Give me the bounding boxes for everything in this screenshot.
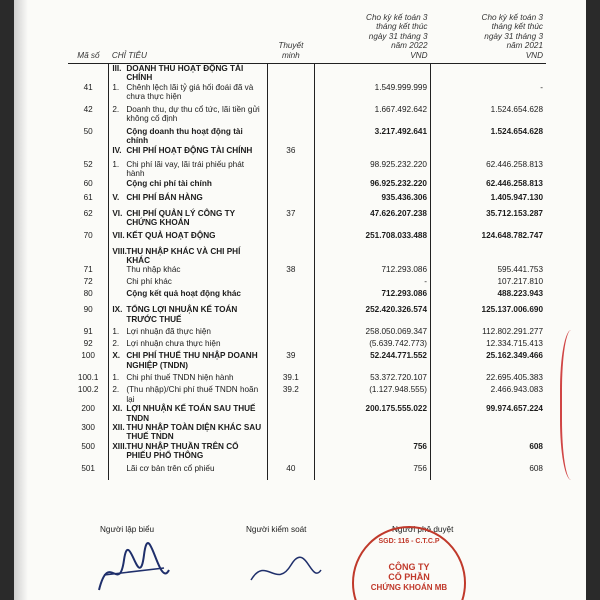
row-value-2022: 712.293.086 bbox=[315, 265, 431, 277]
header-note: Thuyết minh bbox=[267, 12, 314, 64]
row-code: 91 bbox=[83, 327, 93, 337]
row-description bbox=[109, 265, 267, 277]
row-number: 2. bbox=[112, 385, 120, 395]
row-description bbox=[109, 339, 267, 351]
row-note bbox=[267, 305, 314, 327]
row-number: XI. bbox=[112, 404, 123, 414]
edge-stamp-mark bbox=[560, 330, 586, 480]
row-value-2022: 252.420.326.574 bbox=[315, 305, 431, 327]
table-row bbox=[68, 423, 546, 442]
row-value-2021 bbox=[431, 247, 547, 266]
row-label: THU NHẬP KHÁC VÀ CHI PHÍ KHÁC bbox=[126, 246, 241, 265]
row-label: Cộng kết quả hoạt động khác bbox=[126, 289, 241, 299]
row-value-2021: 608 bbox=[431, 464, 547, 480]
row-number bbox=[112, 265, 126, 274]
row-code: 100.2 bbox=[77, 385, 99, 395]
row-number bbox=[112, 464, 126, 473]
table-header-row bbox=[68, 12, 546, 64]
row-code: 60 bbox=[83, 178, 93, 188]
row-value-2021: 25.162.349.466 bbox=[431, 351, 547, 373]
row-number bbox=[112, 127, 126, 146]
table-row bbox=[68, 247, 546, 266]
row-value-2021: 595.441.753 bbox=[431, 265, 547, 277]
row-number: VIII. bbox=[112, 246, 127, 256]
row-label: Lợi nhuận đã thực hiện bbox=[126, 327, 211, 337]
row-value-2022: 935.436.306 bbox=[315, 193, 431, 209]
table-row bbox=[68, 305, 546, 327]
row-code: 52 bbox=[83, 159, 93, 169]
table-row bbox=[68, 373, 546, 385]
row-value-2022: 3.217.492.641 bbox=[315, 127, 431, 146]
row-number: XII. bbox=[112, 423, 125, 433]
table-row bbox=[68, 289, 546, 305]
row-label: Cộng doanh thu hoạt động tài chính bbox=[126, 126, 243, 146]
row-code: 501 bbox=[81, 463, 95, 473]
row-label: Doanh thu, dự thu cổ tức, lãi tiền gửi không cố định bbox=[126, 104, 260, 124]
row-note: 39 bbox=[267, 351, 314, 373]
row-note bbox=[267, 247, 314, 266]
row-label: KẾT QUẢ HOẠT ĐỘNG bbox=[126, 230, 216, 240]
row-code: 90 bbox=[83, 305, 93, 315]
row-number bbox=[112, 179, 126, 188]
row-number: VI. bbox=[112, 208, 123, 218]
row-value-2021: 35.712.153.287 bbox=[431, 209, 547, 231]
row-label: CHI PHÍ THUẾ THU NHẬP DOANH NGHIỆP (TNDN) bbox=[126, 351, 258, 370]
row-description bbox=[109, 179, 267, 193]
row-code: 50 bbox=[83, 126, 93, 136]
table-row bbox=[68, 464, 546, 480]
row-label: Chi phí thuế TNDN hiện hành bbox=[126, 373, 234, 383]
table-row bbox=[68, 351, 546, 373]
row-code: 100 bbox=[81, 351, 95, 361]
row-label: THU NHẬP THUẦN TRÊN CỔ PHIẾU PHỔ THÔNG bbox=[126, 441, 239, 461]
row-note bbox=[267, 160, 314, 179]
row-code: 80 bbox=[83, 289, 93, 299]
table-row bbox=[68, 160, 546, 179]
row-number: 1. bbox=[112, 159, 120, 169]
row-note: 40 bbox=[267, 464, 314, 480]
row-label: THU NHẬP TOÀN DIỆN KHÁC SAU THUẾ TNDN bbox=[126, 423, 262, 442]
row-code: 100.1 bbox=[77, 373, 99, 383]
row-value-2022: 52.244.771.552 bbox=[315, 351, 431, 373]
row-value-2021: 488.223.943 bbox=[431, 289, 547, 305]
table-row bbox=[68, 193, 546, 209]
row-description bbox=[109, 404, 267, 423]
table-row bbox=[68, 146, 546, 160]
table-row bbox=[68, 277, 546, 289]
row-code bbox=[68, 247, 109, 266]
row-value-2022 bbox=[315, 247, 431, 266]
header-period-2021: Cho kỳ kế toán 3 tháng kết thúc ngày 31 tháng 3 năm 2021 VND bbox=[431, 12, 547, 64]
row-number: 1. bbox=[112, 373, 120, 383]
row-value-2021: 99.974.657.224 bbox=[431, 404, 547, 423]
table-row bbox=[68, 385, 546, 404]
row-value-2022: 98.925.232.220 bbox=[315, 160, 431, 179]
row-value-2021: 125.137.006.690 bbox=[431, 305, 547, 327]
table-row bbox=[68, 179, 546, 193]
preparer-signature bbox=[94, 540, 174, 600]
row-number: V. bbox=[112, 192, 120, 202]
row-number: VII. bbox=[112, 230, 125, 240]
row-note bbox=[267, 339, 314, 351]
row-value-2021: 107.217.810 bbox=[431, 277, 547, 289]
row-label: Thu nhập khác bbox=[126, 265, 181, 275]
row-label: Lãi cơ bản trên cổ phiếu bbox=[126, 463, 215, 473]
row-number: XIII. bbox=[112, 441, 127, 451]
row-value-2021: 62.446.258.813 bbox=[431, 160, 547, 179]
row-label: CHI PHÍ HOẠT ĐỘNG TÀI CHÍNH bbox=[126, 145, 253, 155]
row-description bbox=[109, 442, 267, 464]
reviewer-signature bbox=[246, 545, 326, 595]
row-label: Chênh lệch lãi tỷ giá hối đoái đã và chưa thực hiện bbox=[126, 82, 254, 102]
row-value-2022 bbox=[315, 146, 431, 160]
row-value-2022: 1.549.999.999 bbox=[315, 83, 431, 105]
row-note bbox=[267, 83, 314, 105]
row-number: X. bbox=[112, 351, 121, 361]
row-note bbox=[267, 127, 314, 146]
row-label: Lợi nhuận chưa thực hiện bbox=[126, 339, 221, 349]
row-description bbox=[109, 146, 267, 160]
row-description bbox=[109, 83, 267, 105]
row-label: (Thu nhập)/Chi phí thuế TNDN hoãn lại bbox=[126, 385, 259, 404]
row-value-2021: 124.648.782.747 bbox=[431, 231, 547, 247]
table-row bbox=[68, 327, 546, 339]
row-description bbox=[109, 105, 267, 127]
stamp-ring-text: SGD: 116 - C.T.C.P bbox=[378, 538, 440, 545]
table-row bbox=[68, 127, 546, 146]
row-code: 300 bbox=[81, 423, 95, 433]
row-value-2021: 2.466.943.083 bbox=[431, 385, 547, 404]
row-value-2022: (1.127.948.555) bbox=[315, 385, 431, 404]
row-code bbox=[68, 64, 109, 83]
row-description bbox=[109, 277, 267, 289]
row-description bbox=[109, 423, 267, 442]
row-value-2021 bbox=[431, 146, 547, 160]
row-code: 200 bbox=[81, 404, 95, 414]
table-row bbox=[68, 64, 546, 83]
row-code: 71 bbox=[83, 265, 93, 275]
approver-signature-label: Người phê duyệt bbox=[392, 525, 454, 534]
row-value-2022: 251.708.033.488 bbox=[315, 231, 431, 247]
header-description: CHỈ TIÊU bbox=[109, 12, 267, 64]
row-value-2021: 112.802.291.277 bbox=[431, 327, 547, 339]
row-note: 37 bbox=[267, 209, 314, 231]
row-code: 61 bbox=[83, 192, 93, 202]
row-value-2022 bbox=[315, 64, 431, 83]
table-row bbox=[68, 404, 546, 423]
row-note bbox=[267, 231, 314, 247]
row-description bbox=[109, 327, 267, 339]
row-note bbox=[267, 64, 314, 83]
row-label: CHI PHÍ BÁN HÀNG bbox=[126, 192, 203, 202]
row-description bbox=[109, 209, 267, 231]
row-description bbox=[109, 385, 267, 404]
row-value-2022: 756 bbox=[315, 442, 431, 464]
row-value-2021: 1.524.654.628 bbox=[431, 105, 547, 127]
row-description bbox=[109, 127, 267, 146]
header-period-2022: Cho kỳ kế toán 3 tháng kết thúc ngày 31 tháng 3 năm 2022 VND bbox=[315, 12, 431, 64]
row-label: Cộng chi phí tài chính bbox=[126, 178, 212, 188]
row-value-2021: 22.695.405.383 bbox=[431, 373, 547, 385]
table-row bbox=[68, 265, 546, 277]
row-number: 2. bbox=[112, 339, 120, 349]
row-value-2021: 1.405.947.130 bbox=[431, 193, 547, 209]
row-note bbox=[267, 404, 314, 423]
row-number: IV. bbox=[112, 145, 122, 155]
row-label: CHI PHÍ QUẢN LÝ CÔNG TY CHỨNG KHOÁN bbox=[126, 208, 235, 227]
row-value-2022 bbox=[315, 423, 431, 442]
row-code: 41 bbox=[83, 82, 93, 92]
row-number: 2. bbox=[112, 104, 120, 114]
row-description bbox=[109, 351, 267, 373]
row-note bbox=[267, 423, 314, 442]
table-row bbox=[68, 339, 546, 351]
row-value-2022: 712.293.086 bbox=[315, 289, 431, 305]
row-description bbox=[109, 160, 267, 179]
row-number bbox=[112, 289, 126, 298]
row-code: 42 bbox=[83, 104, 93, 114]
row-value-2022: 258.050.069.347 bbox=[315, 327, 431, 339]
row-code: 62 bbox=[83, 208, 93, 218]
row-label: TỔNG LỢI NHUẬN KẾ TOÁN TRƯỚC THUẾ bbox=[126, 305, 238, 324]
row-value-2022: 756 bbox=[315, 464, 431, 480]
row-number: 1. bbox=[112, 327, 120, 337]
row-code: 72 bbox=[83, 277, 93, 287]
row-note bbox=[267, 327, 314, 339]
row-value-2022: 53.372.720.107 bbox=[315, 373, 431, 385]
row-description bbox=[109, 231, 267, 247]
row-note: 39.1 bbox=[267, 373, 314, 385]
row-number: 1. bbox=[112, 82, 120, 92]
document-page bbox=[14, 0, 586, 600]
row-note: 38 bbox=[267, 265, 314, 277]
preparer-signature-label: Người lập biểu bbox=[100, 525, 155, 534]
row-description bbox=[109, 193, 267, 209]
row-label: Chi phí lãi vay, lãi trái phiếu phát hành bbox=[126, 159, 245, 179]
reviewer-signature-label: Người kiểm soát bbox=[246, 525, 307, 534]
row-note bbox=[267, 179, 314, 193]
row-note bbox=[267, 193, 314, 209]
row-description bbox=[109, 289, 267, 305]
row-value-2022: - bbox=[315, 277, 431, 289]
row-value-2021: 12.334.715.413 bbox=[431, 339, 547, 351]
table-row bbox=[68, 442, 546, 464]
company-stamp bbox=[352, 526, 466, 600]
row-value-2022: 1.667.492.642 bbox=[315, 105, 431, 127]
row-value-2021 bbox=[431, 423, 547, 442]
row-value-2022: 200.175.555.022 bbox=[315, 404, 431, 423]
row-code: 92 bbox=[83, 339, 93, 349]
stamp-center-text: CÔNG TY CỔ PHẦN CHỨNG KHOÁN MB bbox=[370, 562, 448, 592]
row-value-2021: 1.524.654.628 bbox=[431, 127, 547, 146]
row-description bbox=[109, 64, 267, 83]
row-label: Chi phí khác bbox=[126, 277, 172, 287]
row-value-2021: 62.446.258.813 bbox=[431, 179, 547, 193]
row-note bbox=[267, 289, 314, 305]
row-description bbox=[109, 373, 267, 385]
row-code: 70 bbox=[83, 230, 93, 240]
row-note bbox=[267, 442, 314, 464]
row-label: LỢI NHUẬN KẾ TOÁN SAU THUẾ TNDN bbox=[126, 404, 256, 423]
row-description bbox=[109, 464, 267, 480]
row-note bbox=[267, 105, 314, 127]
page-shadow bbox=[14, 0, 28, 600]
row-note: 36 bbox=[267, 146, 314, 160]
header-code: Mã số bbox=[68, 12, 109, 64]
row-description bbox=[109, 247, 267, 266]
row-value-2022: 96.925.232.220 bbox=[315, 179, 431, 193]
row-value-2022: 47.626.207.238 bbox=[315, 209, 431, 231]
row-value-2021: - bbox=[431, 83, 547, 105]
row-label: DOANH THU HOẠT ĐỘNG TÀI CHÍNH bbox=[126, 64, 244, 83]
row-value-2021 bbox=[431, 64, 547, 83]
income-statement-table bbox=[68, 12, 546, 480]
row-value-2021: 608 bbox=[431, 442, 547, 464]
table-row bbox=[68, 209, 546, 231]
row-code bbox=[68, 146, 109, 160]
row-number bbox=[112, 277, 126, 286]
row-number: IX. bbox=[112, 305, 123, 315]
row-note bbox=[267, 277, 314, 289]
row-note: 39.2 bbox=[267, 385, 314, 404]
table-row bbox=[68, 231, 546, 247]
row-value-2022: (5.639.742.773) bbox=[315, 339, 431, 351]
row-code: 500 bbox=[81, 441, 95, 451]
row-description bbox=[109, 305, 267, 327]
table-row bbox=[68, 105, 546, 127]
table-row bbox=[68, 83, 546, 105]
row-number: III. bbox=[112, 64, 122, 73]
